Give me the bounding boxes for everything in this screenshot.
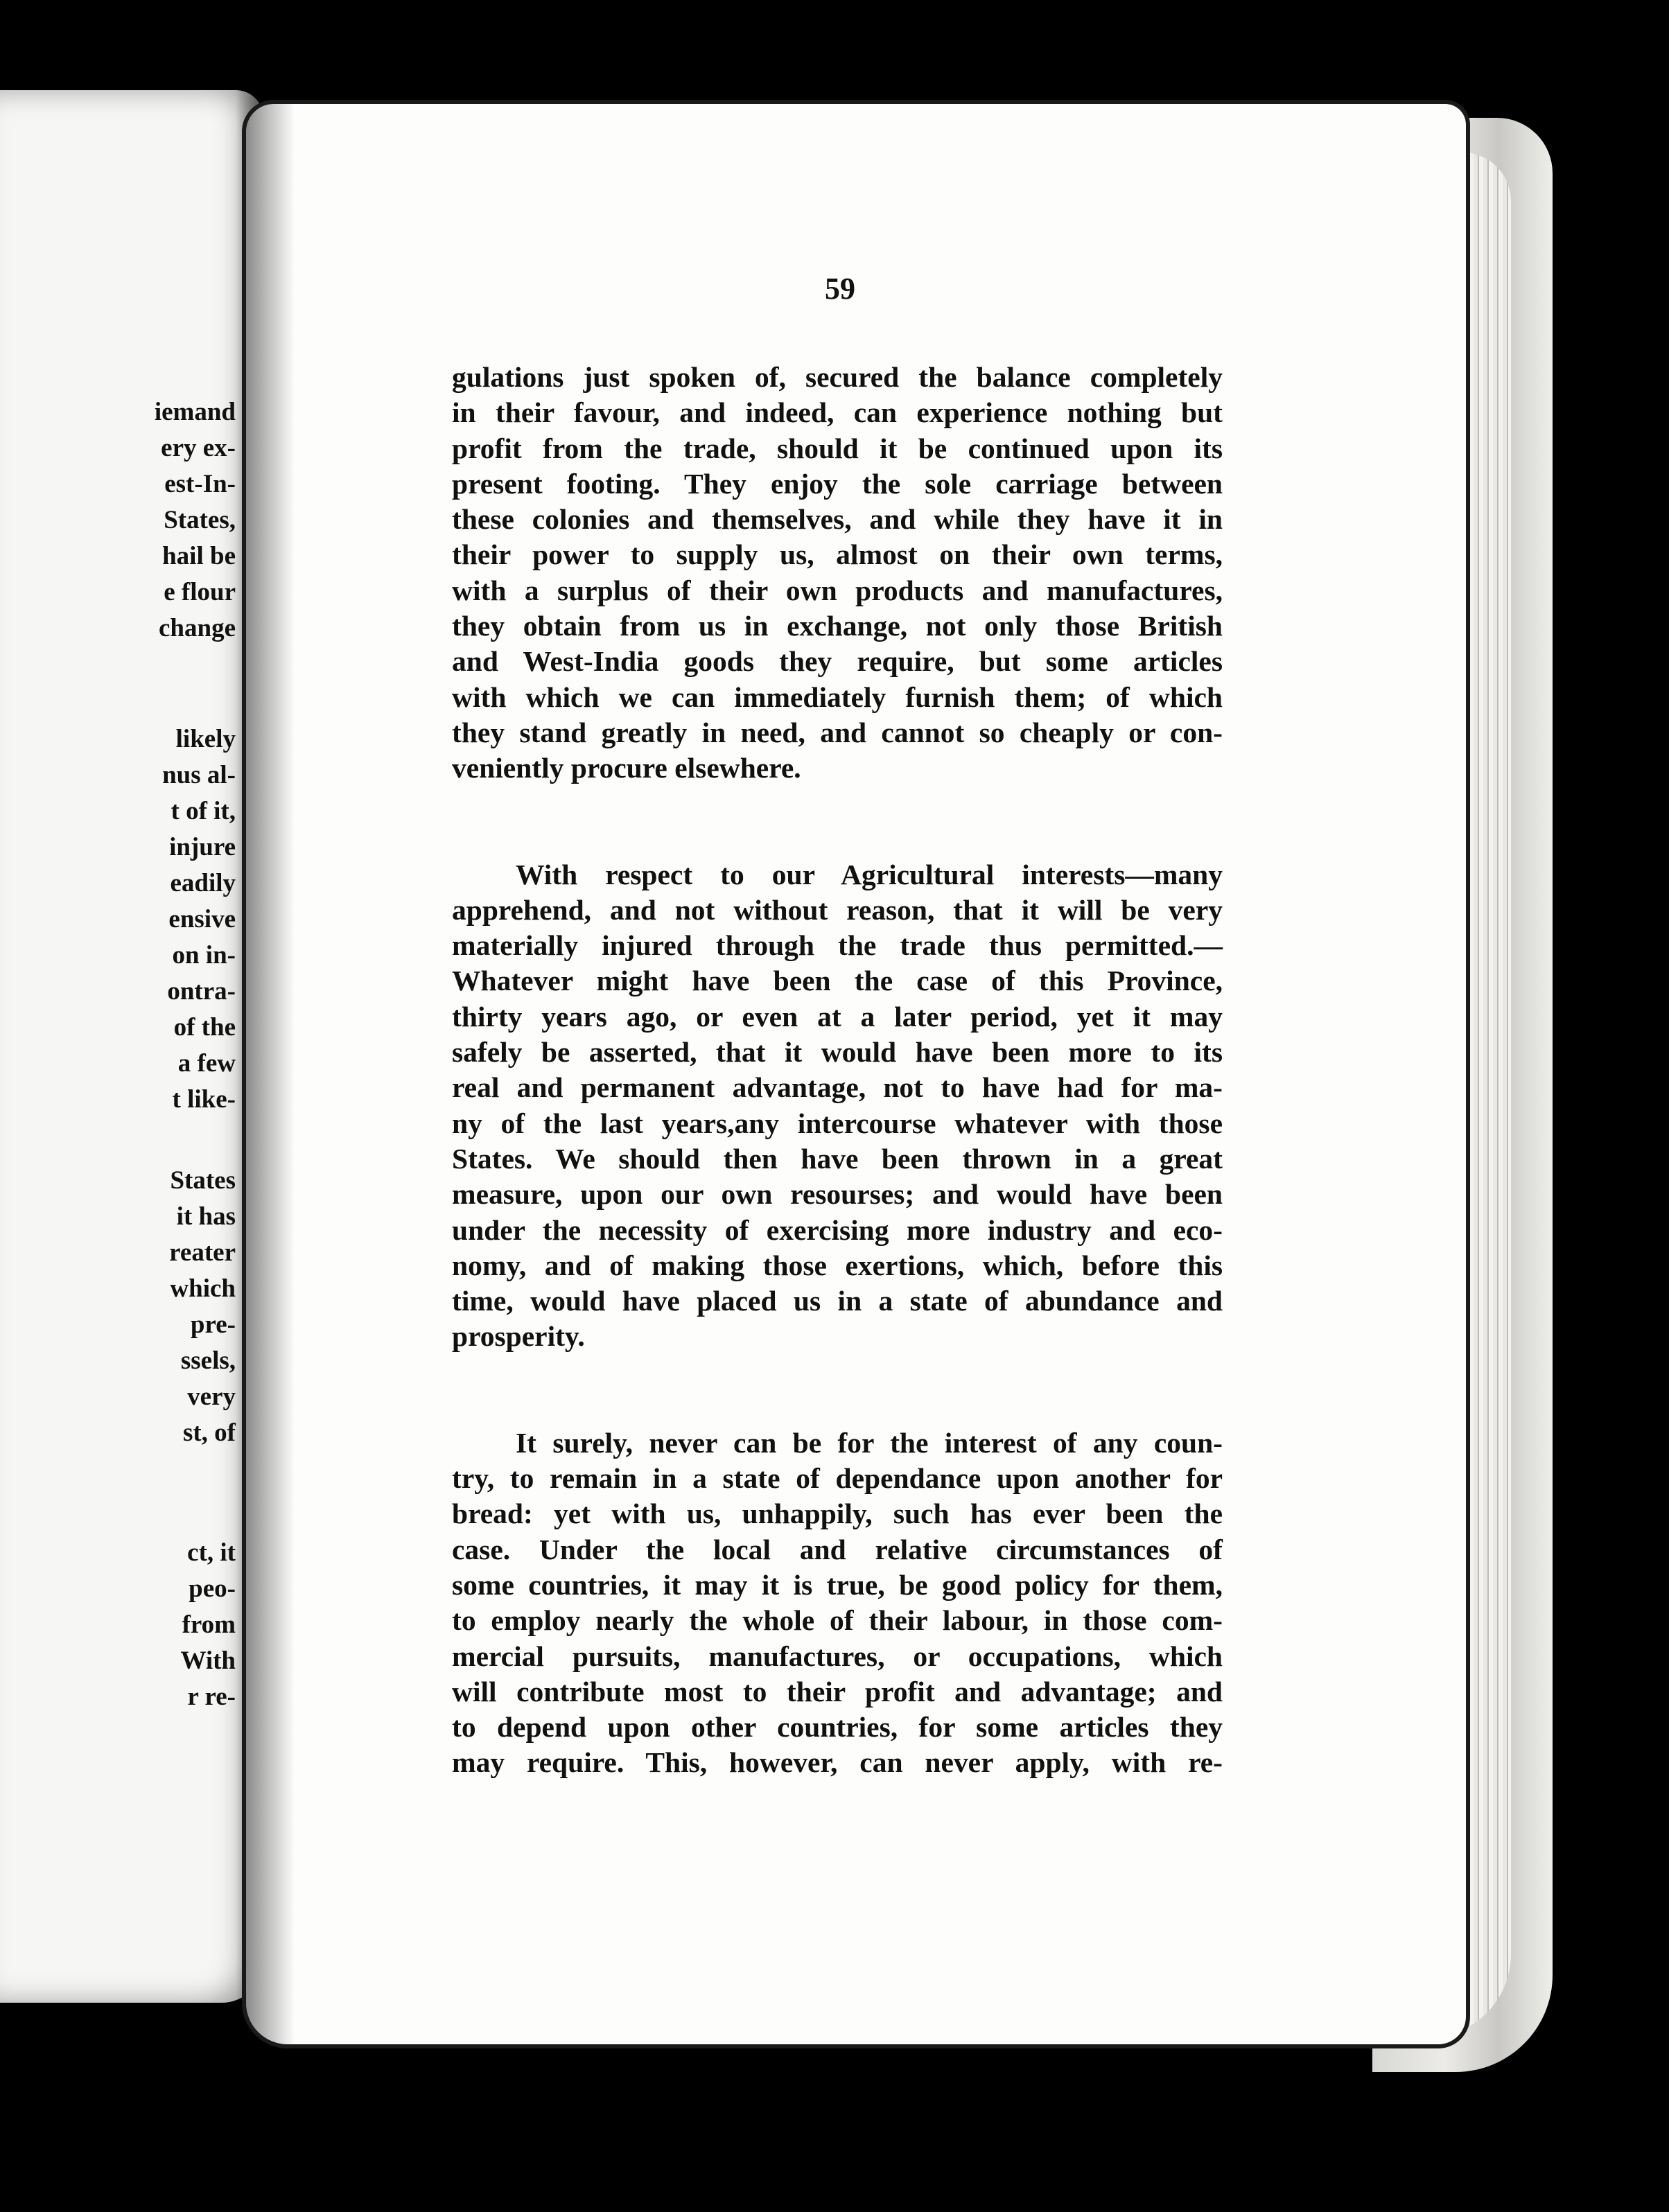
left-page-fragment: likely bbox=[175, 725, 236, 753]
left-page-fragment: e flour bbox=[164, 578, 236, 606]
text-line: under the necessity of exercising more industry and eco- bbox=[452, 1213, 1223, 1246]
text-line: nomy, and of making those exertions, which, before this bbox=[452, 1249, 1223, 1281]
text-line: they obtain from us in exchange, not only those British bbox=[452, 610, 1223, 642]
left-page-fragment: hail be bbox=[162, 542, 236, 570]
left-page-fragment: of the bbox=[173, 1013, 236, 1042]
left-page-fragment: States bbox=[170, 1166, 236, 1195]
paragraph-3 bbox=[452, 1425, 1223, 1781]
text-line: they stand greatly in need, and cannot so cheaply or con- bbox=[452, 716, 1223, 748]
left-page-fragment: change bbox=[159, 614, 236, 642]
left-page-fragment: est-In- bbox=[164, 470, 236, 498]
text-line: gulations just spoken of, secured the balance completely bbox=[452, 361, 1223, 393]
left-page-fragment: iemand bbox=[154, 398, 236, 426]
text-line: case. Under the local and relative circumstances of bbox=[452, 1533, 1223, 1565]
text-line: bread: yet with us, unhappily, such has ever been the bbox=[452, 1498, 1223, 1530]
paragraph-1 bbox=[452, 360, 1223, 787]
left-page-fragment: t of it, bbox=[171, 797, 236, 825]
text-line: Whatever might have been the case of this Province, bbox=[452, 965, 1223, 997]
left-page-fragment: nus al- bbox=[162, 761, 236, 789]
left-page-fragment: ontra- bbox=[167, 977, 236, 1006]
left-page-edge bbox=[0, 90, 263, 2003]
paragraph-2 bbox=[452, 857, 1223, 1355]
text-line: present footing. They enjoy the sole carriage between bbox=[452, 467, 1223, 500]
text-line: prosperity. bbox=[452, 1320, 585, 1353]
left-page-fragment: on in- bbox=[172, 941, 236, 969]
left-page-fragment: st, of bbox=[182, 1419, 236, 1447]
text-line: with a surplus of their own products and manufactures, bbox=[452, 574, 1223, 606]
text-line: ny of the last years,any intercourse whatever with those bbox=[452, 1107, 1223, 1139]
left-page-fragment: injure bbox=[169, 833, 236, 861]
left-page-fragment: eadily bbox=[170, 869, 236, 897]
text-line: thirty years ago, or even at a later period, yet it may bbox=[452, 1000, 1223, 1033]
text-line: in their favour, and indeed, can experience nothing but bbox=[452, 396, 1223, 429]
left-page-fragment: ery ex- bbox=[161, 434, 236, 462]
left-page-fragment: a few bbox=[177, 1049, 236, 1078]
text-line: real and permanent advantage, not to have had for ma- bbox=[452, 1071, 1223, 1104]
left-page-fragment: t like- bbox=[172, 1085, 236, 1114]
text-line: veniently procure elsewhere. bbox=[452, 752, 801, 784]
left-page-fragment: reater bbox=[169, 1238, 236, 1267]
left-page-fragment: it has bbox=[176, 1202, 236, 1231]
text-line: States. We should then have been thrown in a great bbox=[452, 1142, 1223, 1175]
left-page-fragment: from bbox=[182, 1610, 236, 1639]
text-line: mercial pursuits, manufactures, or occupations, which bbox=[452, 1640, 1223, 1672]
text-line: With respect to our Agricultural interests—many bbox=[516, 858, 1223, 890]
left-page-fragment: peo- bbox=[189, 1574, 236, 1603]
left-page-fragment: States, bbox=[164, 506, 236, 534]
text-line: to employ nearly the whole of their labour, in those com- bbox=[452, 1604, 1223, 1637]
left-page-fragment: ssels, bbox=[180, 1346, 236, 1375]
text-line: try, to remain in a state of dependance upon another for bbox=[452, 1462, 1223, 1495]
text-line: with which we can immediately furnish them; of which bbox=[452, 681, 1223, 713]
left-page-fragment: very bbox=[187, 1382, 236, 1411]
text-line: profit from the trade, should it be continued upon its bbox=[452, 432, 1223, 464]
body-text bbox=[452, 360, 1223, 1781]
text-line: some countries, it may it is true, be good policy for them, bbox=[452, 1568, 1223, 1601]
left-page-fragment: With bbox=[180, 1647, 236, 1675]
text-line: It surely, never can be for the interest of any coun- bbox=[516, 1426, 1223, 1459]
text-line: and West-India goods they require, but some articles bbox=[452, 645, 1223, 678]
text-line: will contribute most to their profit and advantage; and bbox=[452, 1675, 1223, 1708]
left-page-fragment: which bbox=[170, 1274, 236, 1303]
text-line: may require. This, however, can never apply, with re- bbox=[452, 1746, 1223, 1779]
text-line: these colonies and themselves, and while they have it in bbox=[452, 503, 1223, 536]
text-line: materially injured through the trade thus permitted.— bbox=[452, 929, 1223, 962]
page-number: 59 bbox=[825, 272, 855, 306]
left-page-fragment: pre- bbox=[190, 1310, 236, 1339]
left-page-fragment: r re- bbox=[187, 1683, 236, 1711]
text-line: apprehend, and not without reason, that it will be very bbox=[452, 893, 1223, 926]
text-line: time, would have placed us in a state of abundance and bbox=[452, 1285, 1223, 1317]
text-line: measure, upon our own resourses; and would have been bbox=[452, 1178, 1223, 1211]
text-line: safely be asserted, that it would have been more to its bbox=[452, 1036, 1223, 1069]
left-page-fragment: ct, it bbox=[187, 1538, 236, 1567]
left-page-fragment: ensive bbox=[168, 905, 236, 933]
text-line: to depend upon other countries, for some articles they bbox=[452, 1711, 1223, 1744]
text-line: their power to supply us, almost on their own terms, bbox=[452, 538, 1223, 571]
